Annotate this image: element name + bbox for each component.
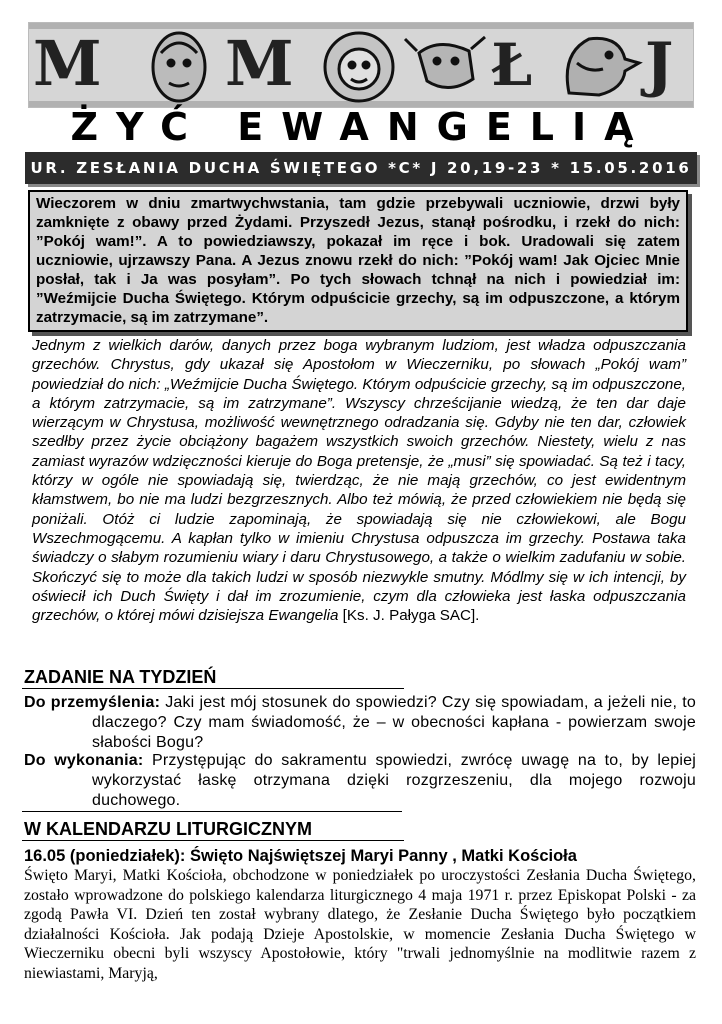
evangelist-symbols-banner bbox=[29, 23, 693, 107]
section-heading-kalendarz: W KALENDARZU LITURGICZNYM bbox=[22, 818, 404, 841]
reflection-item bbox=[24, 693, 696, 753]
reflection-text: Jaki jest mój stosunek do spowiedzi? Czy się spowiadam, a jeżeli nie, to dlaczego? Czy mam świadomość, że – w obecności kapłana - powierzam swoje słabości Bogu? bbox=[92, 694, 696, 751]
lion-symbol-icon bbox=[325, 33, 393, 101]
section-heading-zadanie: ZADANIE NA TYDZIEŃ bbox=[22, 666, 404, 689]
gospel-text: Wieczorem w dniu zmartwychwstania, tam gdzie przebywali uczniowie, drzwi były zamknięte z obawy przed Żydami. Przyszedł Jezus, stanął pośrodku, i rzekł do nich: ”Pokój wam!”. A to powiedziawszy, pokazał im ręce i bok. Uradowali się zatem uczniowie, ujrzawszy Pana. A Jezus znowu rzekł do nich: ”Pokój wam! Jak Ojciec Mnie posłał, tak i Ja was posyłam”. Po tych słowach tchnął na nich i powiedział im: ”Weźmijcie Ducha Świętego. Którym odpuścicie grzechy, są im odpuszczone, a którym zatrzymacie, są im zatrzymane”. bbox=[36, 195, 680, 326]
commentary-paragraph bbox=[32, 336, 686, 625]
section-divider bbox=[22, 811, 402, 812]
action-label: Do wykonania: bbox=[24, 752, 144, 769]
feast-description: Święto Maryi, Matki Kościoła, obchodzone w poniedziałek po uroczystości Zesłania Ducha Świętego, zostało wprowadzone do polskiego kalendarza liturgicznego 4 maja 1971 r. przez Episkopat Polski - za zgodą Pawła VI. Dzień ten został wybrany dlatego, że Zesłanie Ducha Świętego było początkiem działalności Kościoła. Jak podają Dzieje Apostolskie, w momencie Zesłania Ducha Świętego w Wieczerniku obecni byli wszyscy Apostołowie, który "trwali jednomyślnie na modlitwie razem z niewiastami, Maryją, bbox=[24, 867, 696, 982]
commentary-text: Jednym z wielkich darów, danych przez boga wybranym ludziom, jest władza odpuszczania grzechów. Chrystus, gdy ukazał się Apostołom w Wieczerniku, po słowach „Pokój wam” powiedział do nich: „Weźmijcie Ducha Świętego. Którym odpuścicie grzechy, są im odpuszczone, a którym zatrzymacie, są im zatrzymane”. Wszyscy chrześcijanie wiedzą, że ten dar daje wierzącym w Chrystusa, możliwość wewnętrznego odradzania się. Gdyby nie ten dar, człowiek szedłby przez życie obciążony bagażem wszystkich swoich grzechów. Niestety, wielu z nas zamiast wyrazów wdzięczności kieruje do Boga pretensje, że „musi” się spowiadać. Są też i tacy, którzy w ogóle nie spowiadają się, twierdząc, że nie mają grzechów, co jest ewidentnym kłamstwem, bo nie ma ludzi bezgrzesznych. Albo też mówią, że przed człowiekiem nie będą się poniżali. Otóż ci ludzie zapominają, że spowiadają się nie człowiekowi, ale Bogu Wszechmogącemu. A kapłan tylko w imieniu Chrystusa odpuszcza im grzechy. Postawa taka świadczy o słabym rozumieniu wiary i daru Chrystusowego, a także o wielkim zadufaniu w sobie. Skończyć się to może dla takich ludzi w sposób niezwykle smutny. Módlmy się w ich intencji, by oświecił ich Duch Święty i dał im zrozumienie, czym dla człowieka jest łaska odpuszczania grzechów, o której mówi dzisiejsza Ewangelia bbox=[32, 337, 686, 625]
commentary-author: [Ks. J. Pałyga SAC]. bbox=[342, 607, 480, 625]
banner-letter-l: Ł bbox=[491, 31, 533, 99]
liturgy-subtitle-bar: UR. ZESŁANIA DUCHA ŚWIĘTEGO *C* J 20,19-23 * 15.05.2016 bbox=[25, 152, 697, 184]
feast-title: 16.05 (poniedziałek): Święto Najświętszej Maryi Panny , Matki Kościoła bbox=[24, 847, 577, 865]
banner-letter-m1: M bbox=[33, 27, 102, 100]
gospel-reading-box bbox=[28, 190, 688, 332]
reflection-label: Do przemyślenia: bbox=[24, 694, 161, 711]
angel-symbol-icon bbox=[153, 33, 205, 101]
page-title: ŻYĆ EWANGELIĄ bbox=[70, 105, 652, 149]
action-text: Przystępując do sakramentu spowiedzi, zwrócę uwagę na to, by lepiej wykorzystać łaskę otrzymana dzięki rozgrzeszeniu, dla mojego rozwoju duchowego. bbox=[92, 752, 696, 809]
banner-letter-j: J bbox=[645, 30, 674, 100]
header-banner bbox=[28, 22, 694, 108]
action-item bbox=[24, 751, 696, 811]
banner-letter-m2: M bbox=[225, 27, 294, 100]
